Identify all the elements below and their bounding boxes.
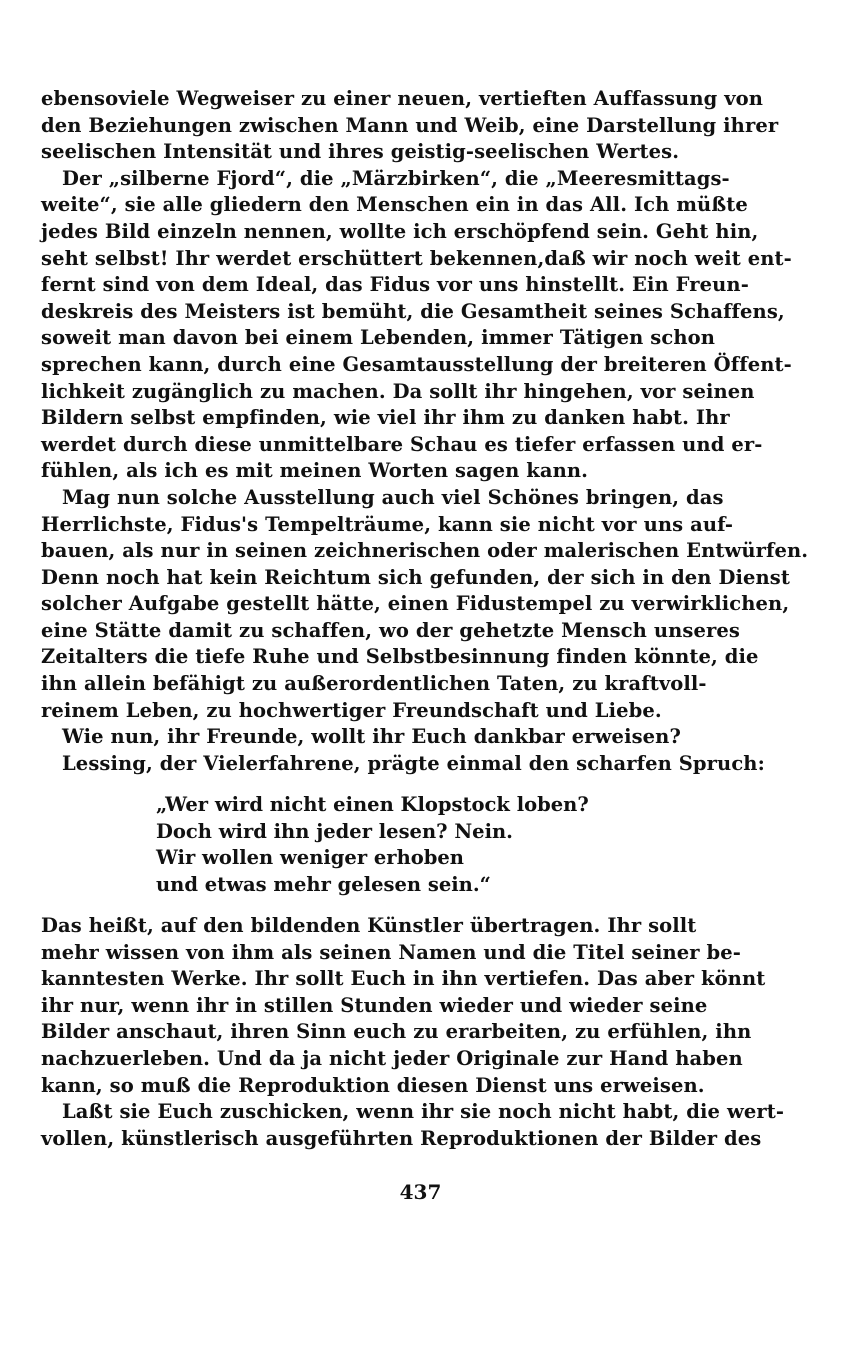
text-line: Zeitalters die tiefe Ruhe und Selbstbesinnung finden könnte, die — [41, 645, 759, 669]
text-line: ihn allein befähigt zu außerordentlichen Taten, zu kraftvoll- — [41, 672, 707, 696]
body-text-upper — [41, 86, 809, 777]
text-line: soweit man davon bei einem Lebenden, immer Tätigen schon — [41, 326, 715, 350]
text-line: vollen, künstlerisch ausgeführten Reproduktionen der Bilder des — [41, 1126, 762, 1150]
text-line: fernt sind von dem Ideal, das Fidus vor uns hinstellt. Ein Freun- — [41, 273, 749, 297]
text-line: ihr nur, wenn ihr in stillen Stunden wieder und wieder seine — [41, 993, 708, 1017]
text-line: eine Stätte damit zu schaffen, wo der gehetzte Mensch unseres — [41, 618, 740, 642]
text-line: werdet durch diese unmittelbare Schau es tiefer erfassen und er- — [41, 432, 763, 456]
text-line: den Beziehungen zwischen Mann und Weib, eine Darstellung ihrer — [41, 113, 779, 137]
text-line: seelischen Intensität und ihres geistig-seelischen Wertes. — [41, 140, 680, 164]
text-line: Bildern selbst empfinden, wie viel ihr ihm zu danken habt. Ihr — [41, 406, 730, 430]
text-line: Bilder anschaut, ihren Sinn euch zu erarbeiten, zu erfühlen, ihn — [41, 1020, 752, 1044]
text-line: bauen, als nur in seinen zeichnerischen oder malerischen Entwürfen. — [41, 539, 809, 563]
text-line: deskreis des Meisters ist bemüht, die Gesamtheit seines Schaffens, — [41, 299, 785, 323]
text-line: Denn noch hat kein Reichtum sich gefunden, der sich in den Dienst — [41, 565, 790, 589]
text-line: sprechen kann, durch eine Gesamtausstellung der breiteren Öffent- — [41, 352, 792, 376]
text-line: Wie nun, ihr Freunde, wollt ihr Euch dankbar erweisen? — [62, 725, 681, 749]
verse-quote — [156, 792, 596, 898]
text-line: reinem Leben, zu hochwertiger Freundschaft und Liebe. — [41, 698, 662, 722]
verse-line: und etwas mehr gelesen sein.“ — [156, 872, 491, 896]
text-line: Mag nun solche Ausstellung auch viel Schönes bringen, das — [62, 485, 724, 509]
text-line: Lessing, der Vielerfahrene, prägte einmal den scharfen Spruch: — [62, 751, 765, 775]
text-line: nachzuerleben. Und da ja nicht jeder Originale zur Hand haben — [41, 1046, 743, 1070]
body-text-lower — [41, 913, 785, 1152]
text-line: kanntesten Werke. Ihr sollt Euch in ihn vertiefen. Das aber könnt — [41, 967, 766, 991]
verse-line: Doch wird ihn jeder lesen? Nein. — [156, 819, 513, 843]
text-line: Das heißt, auf den bildenden Künstler übertragen. Ihr sollt — [41, 914, 697, 937]
paragraph-7 — [41, 1099, 785, 1152]
verse-line: „Wer wird nicht einen Klopstock loben? — [156, 793, 589, 816]
paragraph-1 — [41, 86, 779, 166]
paragraph-6 — [41, 913, 766, 1099]
paragraph-5 — [41, 751, 765, 778]
text-line: mehr wissen von ihm als seinen Namen und die Titel seiner be- — [41, 940, 741, 964]
text-line: seht selbst! Ihr werdet erschüttert bekennen,daß wir noch weit ent- — [41, 246, 792, 270]
text-line: solcher Aufgabe gestellt hätte, einen Fidustempel zu verwirklichen, — [41, 592, 790, 616]
text-line: fühlen, als ich es mit meinen Worten sagen kann. — [41, 459, 589, 483]
paragraph-2 — [41, 166, 792, 485]
paragraph-4 — [41, 724, 681, 751]
text-line: Herrlichste, Fidus's Tempelträume, kann sie nicht vor uns auf- — [41, 512, 734, 536]
text-line: ebensoviele Wegweiser zu einer neuen, vertieften Auffassung von — [41, 87, 764, 110]
text-line: Laßt sie Euch zuschicken, wenn ihr sie noch nicht habt, die wert- — [62, 1100, 785, 1124]
text-line: jedes Bild einzeln nennen, wollte ich erschöpfend sein. Geht hin, — [41, 219, 759, 243]
text-line: weite“, sie alle gliedern den Menschen ein in das All. Ich müßte — [41, 193, 748, 217]
page-number: 437 — [399, 1180, 442, 1204]
text-line: kann, so muß die Reproduktion diesen Dienst uns erweisen. — [41, 1073, 705, 1097]
verse-line: Wir wollen weniger erhoben — [156, 846, 464, 870]
text-line: lichkeit zugänglich zu machen. Da sollt ihr hingehen, vor seinen — [41, 379, 755, 403]
text-line: Der „silberne Fjord“, die „Märzbirken“, die „Meeresmittags- — [62, 166, 730, 190]
paragraph-3 — [41, 485, 809, 724]
